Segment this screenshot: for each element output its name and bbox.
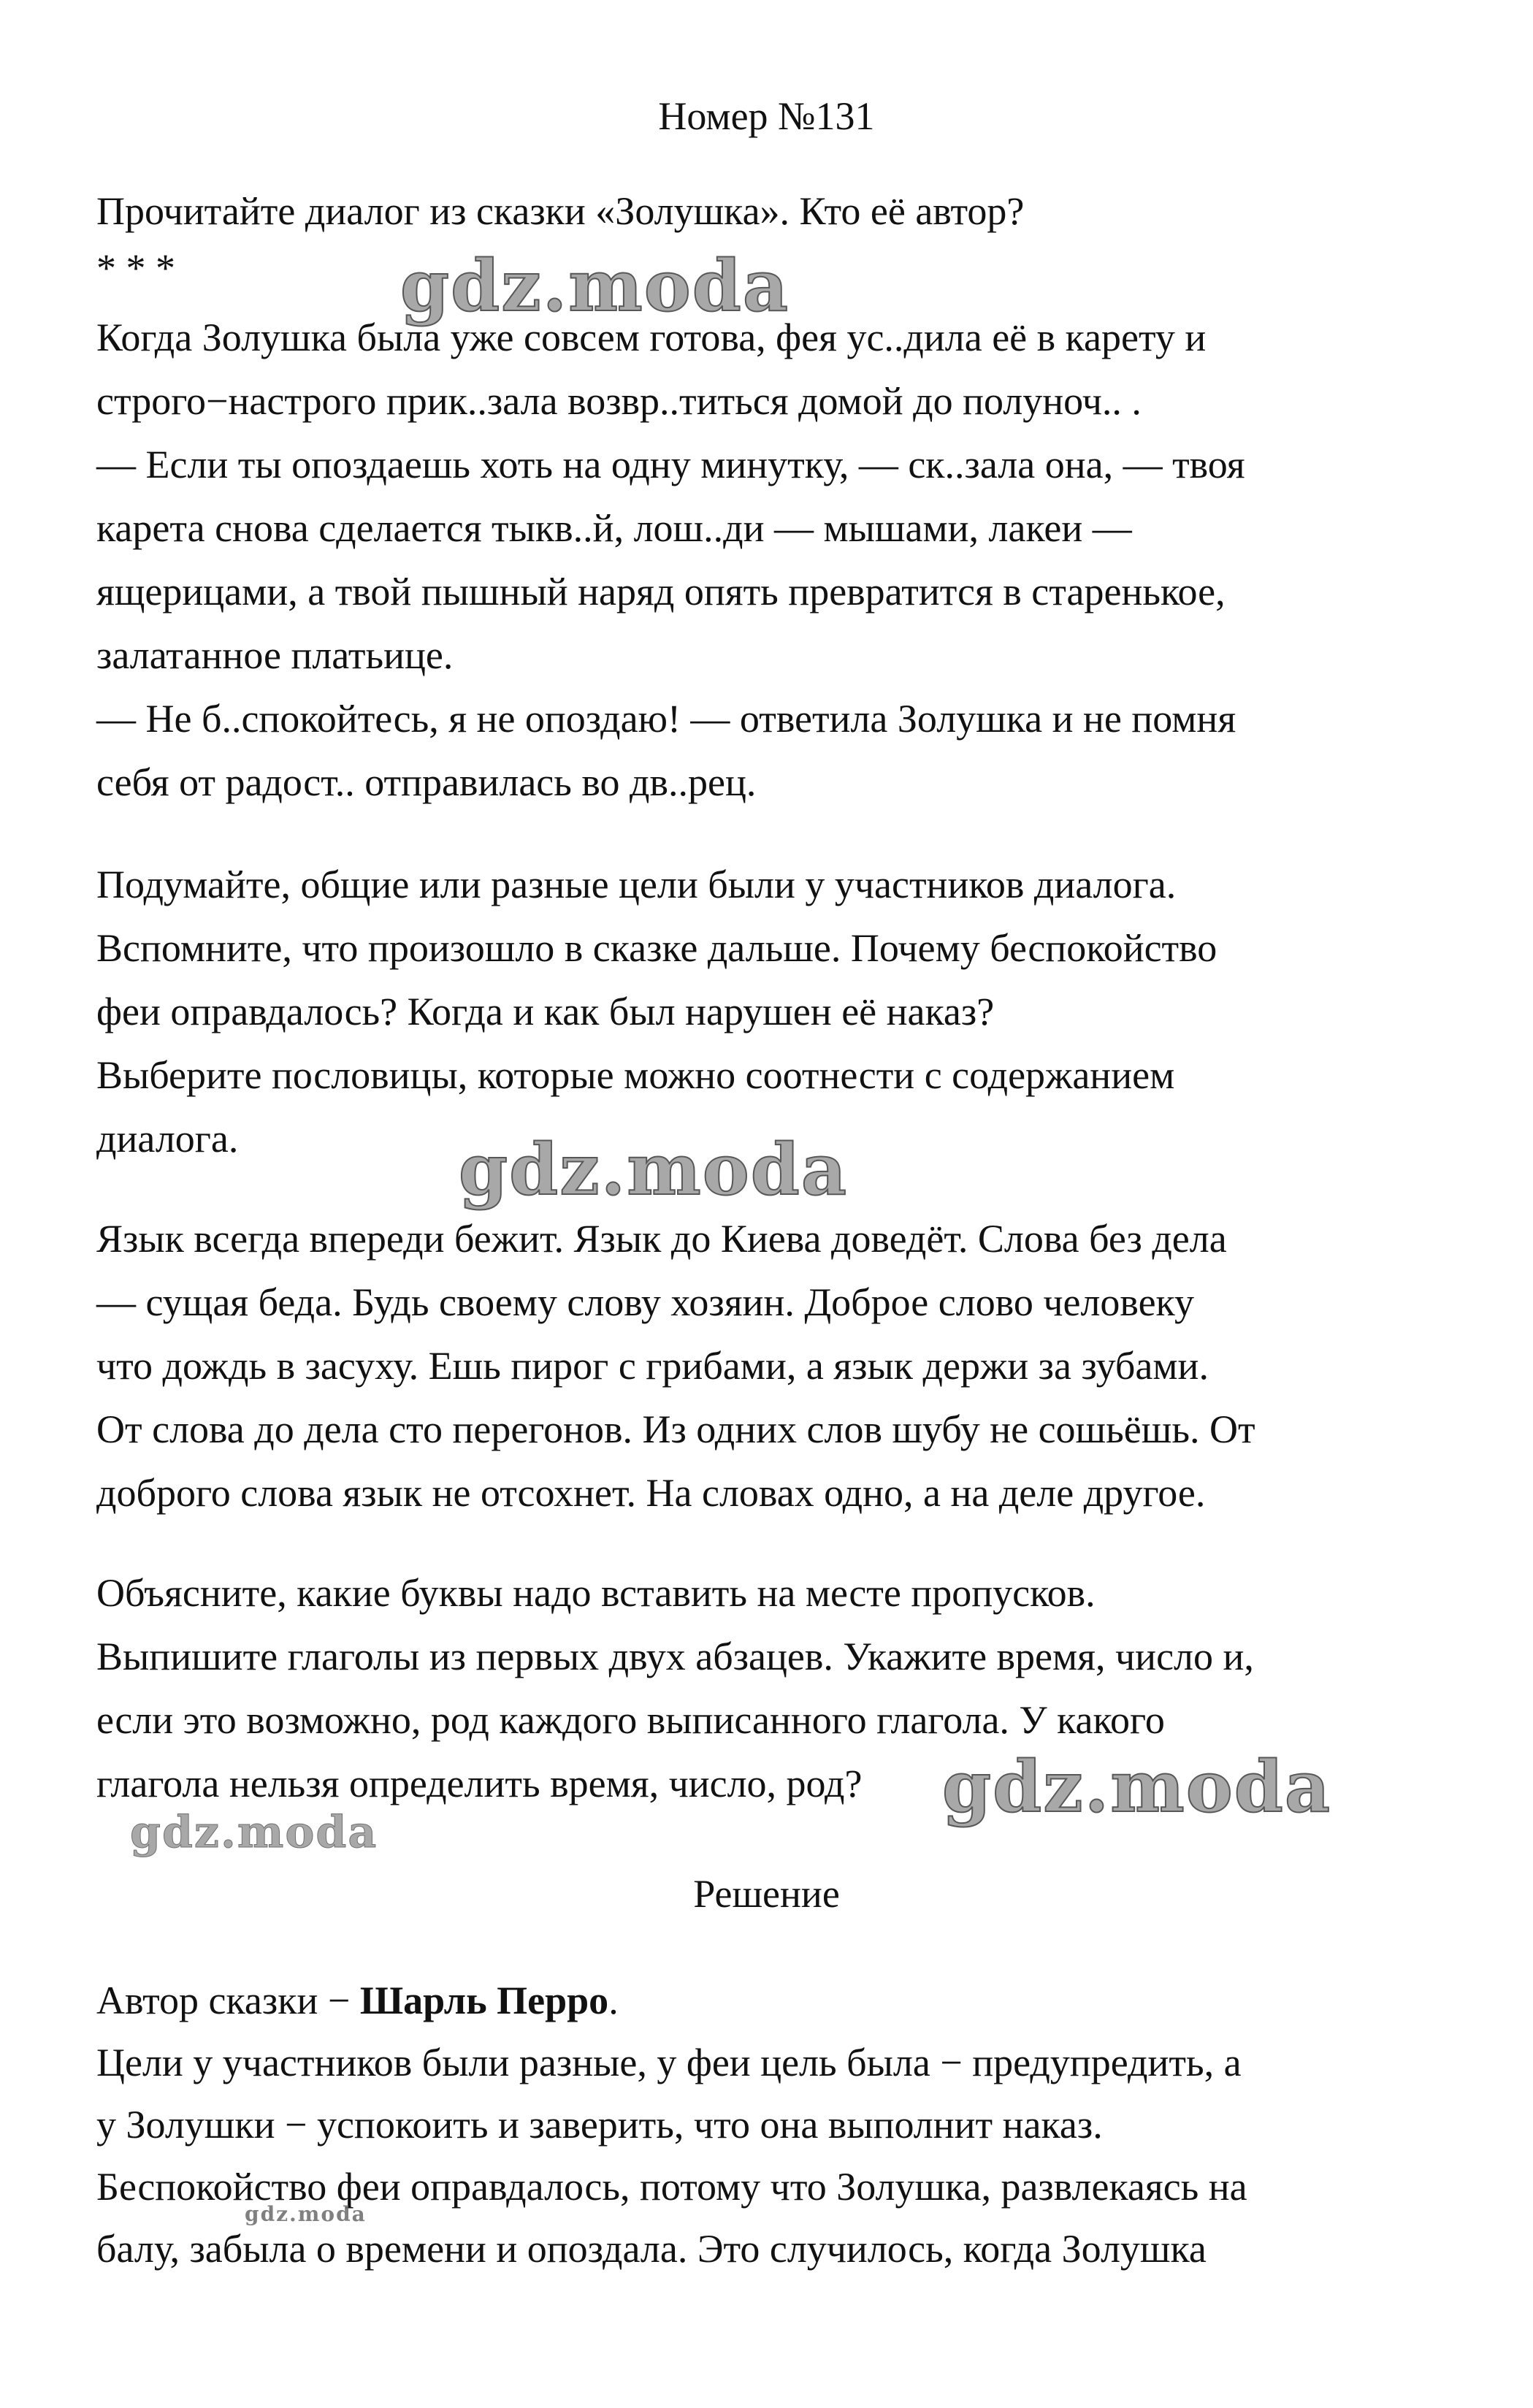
proverb-line: — сущая беда. Будь своему слову хозяин. Доброе слово человеку	[96, 1280, 1195, 1324]
question-line: диалога.	[96, 1117, 239, 1161]
author-suffix: .	[608, 1979, 619, 2022]
instruction-line: глагола нельзя определить время, число, род?	[96, 1762, 863, 1805]
solution-author	[96, 1981, 619, 2020]
instruction-line: если это возможно, род каждого выписанного глагола. У какого	[96, 1698, 1165, 1742]
watermark-logo: gdz.moda	[400, 245, 790, 327]
solution-line: балу, забыла о времени и опоздала. Это случилось, когда Золушка	[96, 2227, 1207, 2271]
page-title: Номер №131	[658, 94, 875, 138]
solution-line: Цели у участников были разные, у феи цель была − предупредить, а	[96, 2041, 1242, 2084]
solution-line: Беспокойство феи оправдалось, потому что Золушка, развлекаясь на	[96, 2165, 1247, 2209]
watermark-logo: gdz.moda	[459, 1128, 849, 1211]
dialog-line: залатанное платьице.	[96, 633, 454, 677]
dialog-line: Когда Золушка была уже совсем готова, фея ус..дила её в карету и	[96, 316, 1207, 359]
separator-stars: * * *	[96, 246, 175, 290]
proverb-line: что дождь в засуху. Ешь пирог с грибами, а язык держи за зубами.	[96, 1344, 1209, 1388]
author-name: Шарль Перро	[359, 1979, 609, 2022]
watermark-logo: gdz.moda	[130, 1807, 378, 1858]
solution-line: у Золушки − успокоить и заверить, что она выполнит наказ.	[96, 2103, 1103, 2147]
proverb-line: Язык всегда впереди бежит. Язык до Киева доведёт. Слова без дела	[96, 1217, 1227, 1261]
instruction-line: Объясните, какие буквы надо вставить на месте пропусков.	[96, 1571, 1096, 1615]
proverb-line: доброго слова язык не отсохнет. На словах одно, а на деле другое.	[96, 1471, 1206, 1515]
proverb-line: От слова до дела сто перегонов. Из одних слов шубу не сошьёшь. От	[96, 1407, 1255, 1451]
dialog-line: карета снова сделается тыкв..й, лош..ди — мышами, лакеи —	[96, 506, 1132, 550]
dialog-line: ящерицами, а твой пышный наряд опять превратится в старенькое,	[96, 570, 1226, 614]
question-line: Вспомните, что произошло в сказке дальше. Почему беспокойство	[96, 926, 1217, 970]
watermark-logo: gdz.moda	[942, 1746, 1332, 1828]
instruction-line: Выпишите глаголы из первых двух абзацев. Укажите время, число и,	[96, 1635, 1254, 1678]
question-line: феи оправдалось? Когда и как был нарушен её наказ?	[96, 990, 995, 1033]
question-line: Подумайте, общие или разные цели были у участников диалога.	[96, 863, 1177, 906]
dialog-line: — Не б..спокойтесь, я не опоздаю! — ответила Золушка и не помня	[96, 697, 1236, 741]
solution-heading: Решение	[693, 1872, 840, 1916]
task-intro: Прочитайте диалог из сказки «Золушка». Кто её автор?	[96, 189, 1025, 233]
dialog-line: — Если ты опоздаешь хоть на одну минутку, — ск..зала она, — твоя	[96, 443, 1245, 486]
dialog-line: строго−настрого прик..зала возвр..титься домой до полуноч.. .	[96, 379, 1142, 423]
dialog-line: себя от радост.. отправилась во дв..рец.	[96, 760, 757, 804]
question-line: Выберите пословицы, которые можно соотнести с содержанием	[96, 1053, 1175, 1097]
author-prefix: Автор сказки −	[96, 1979, 360, 2022]
watermark-logo: gdz.moda	[245, 2202, 367, 2226]
